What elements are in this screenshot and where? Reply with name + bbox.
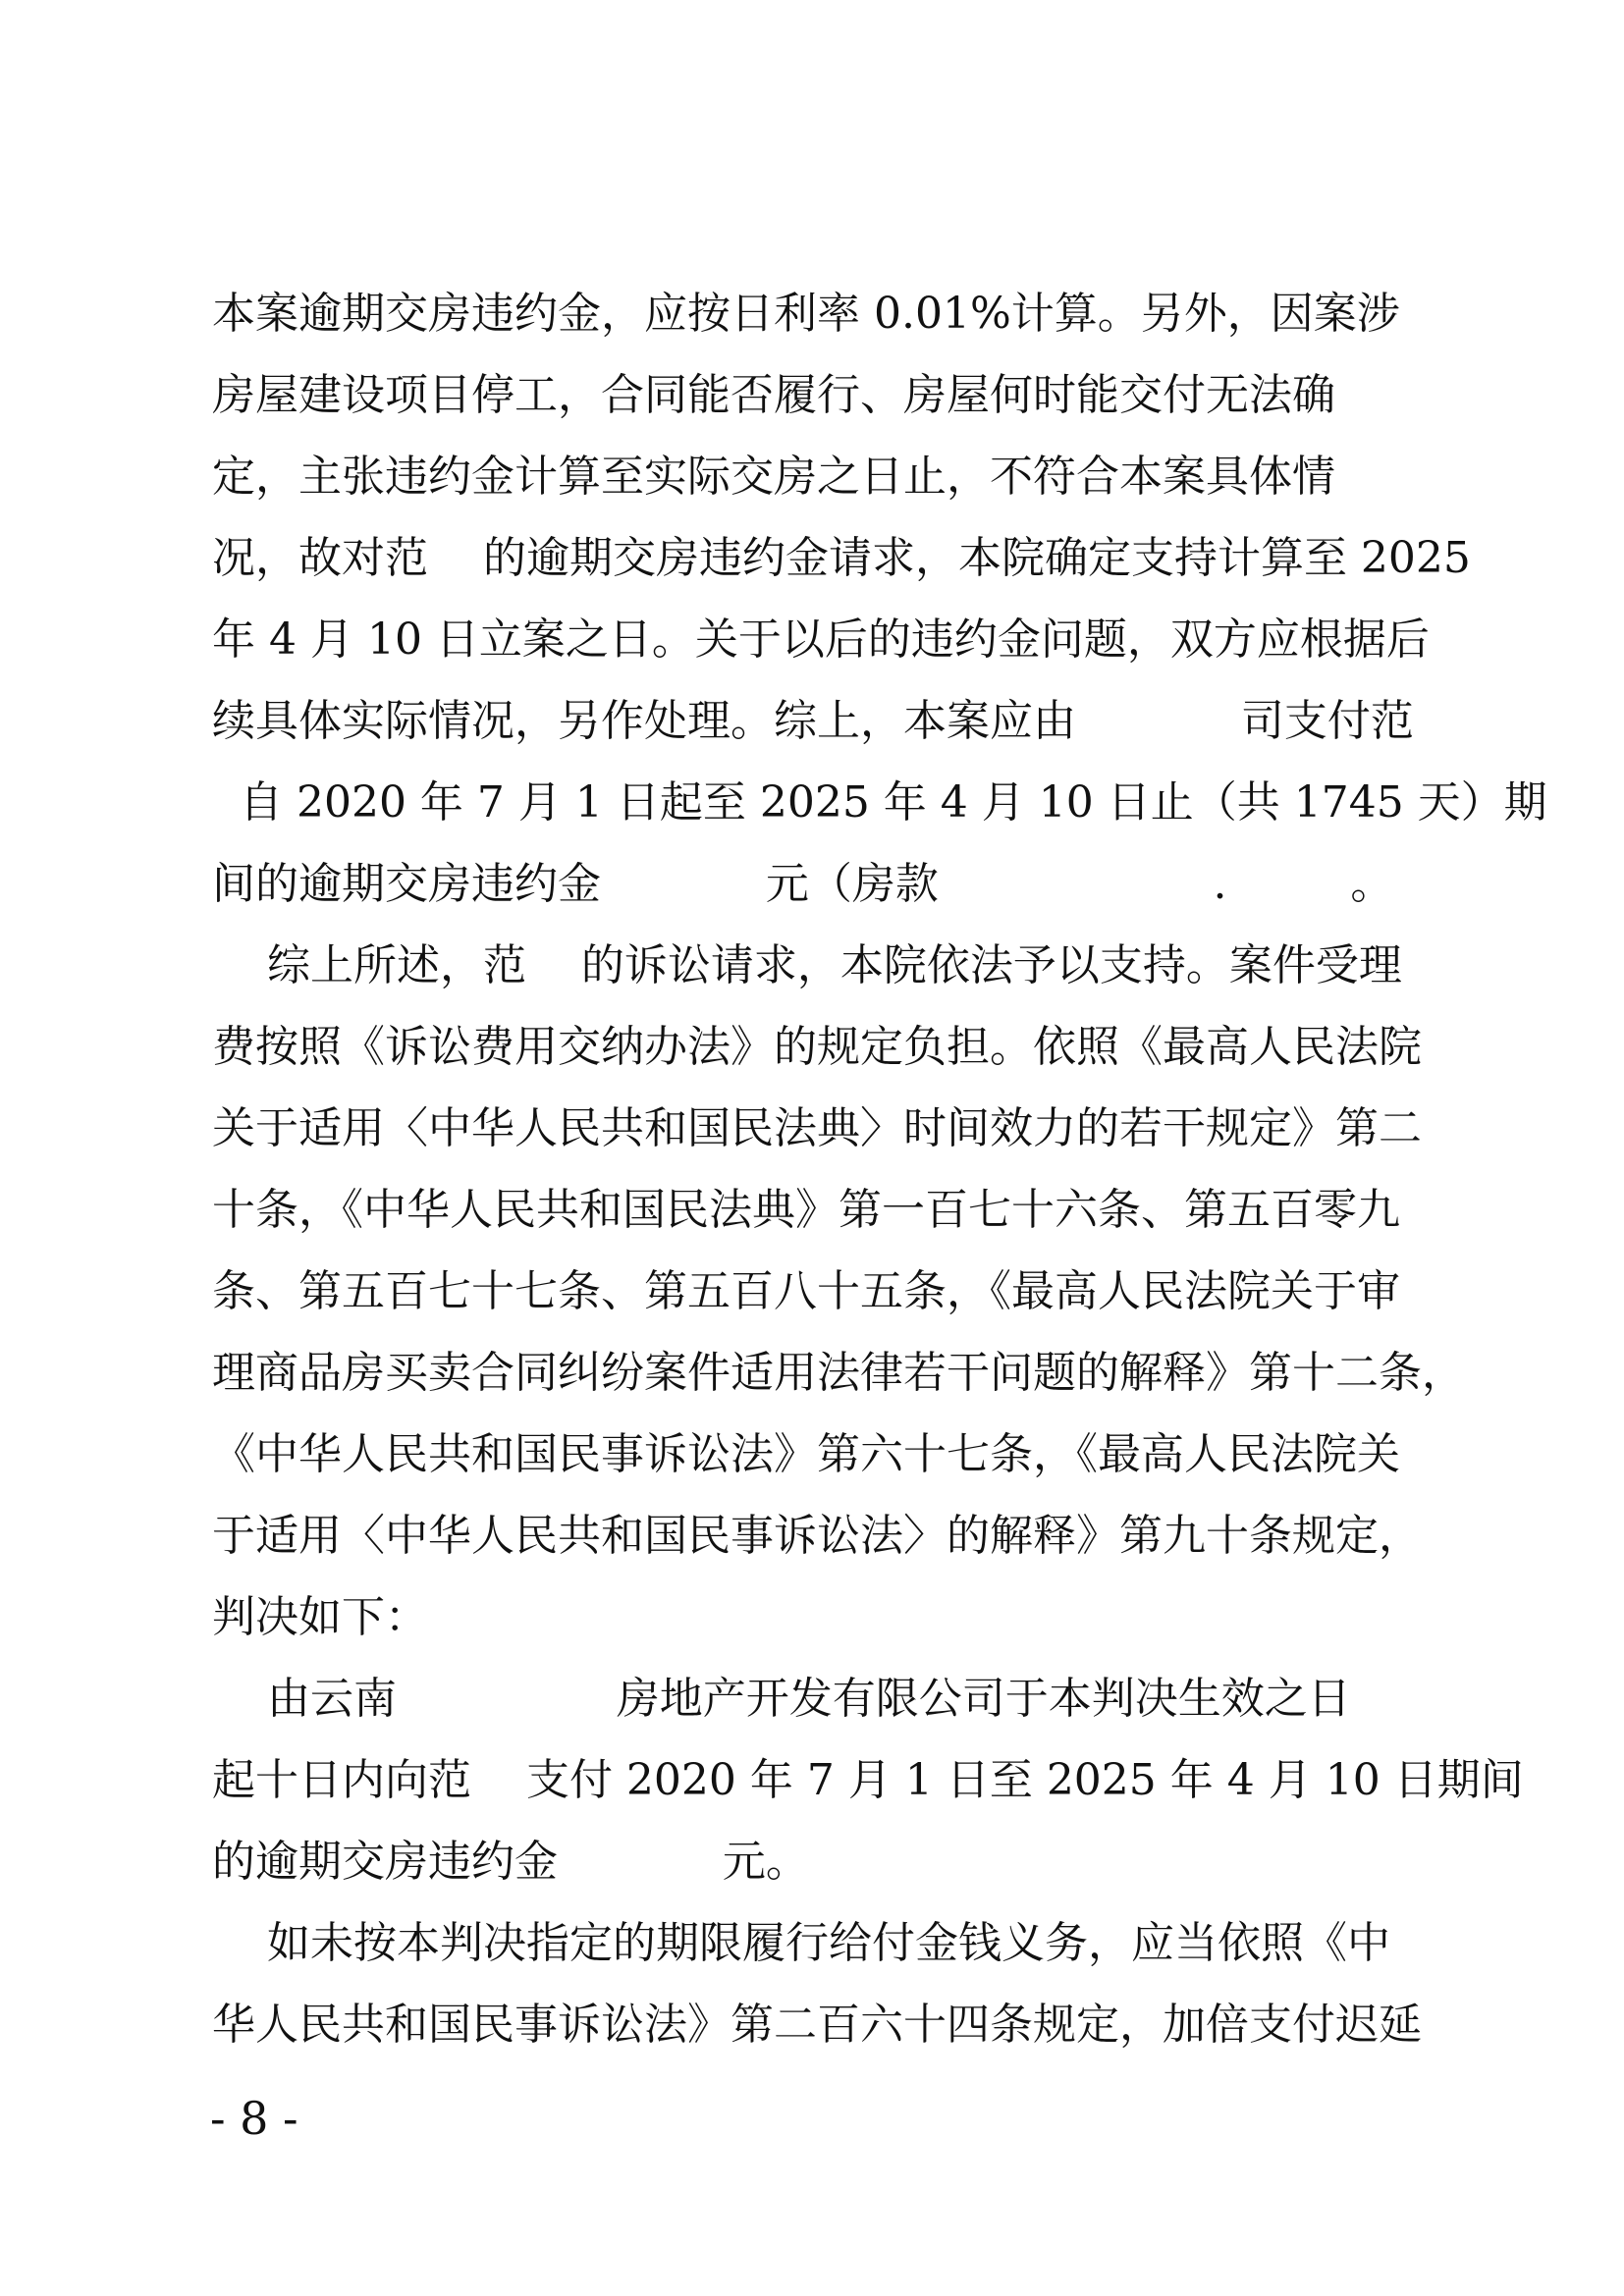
text-line: 定，主张违约金计算至实际交房之日止，不符合本案具体情 xyxy=(212,452,1335,502)
text-line: 的逾期交房违约金 元。 xyxy=(212,1837,809,1887)
paragraph-start-line: 如未按本判决指定的期限履行给付金钱义务，应当依照《中 xyxy=(212,1918,1390,1968)
text-line: 于适用〈中华人民共和国民事诉讼法〉的解释》第九十条规定， xyxy=(212,1511,1422,1561)
text-line: 华人民共和国民事诉讼法》第二百六十四条规定，加倍支付迟延 xyxy=(212,2000,1422,2050)
text-line: 年 4 月 10 日立案之日。关于以后的违约金问题，双方应根据后 xyxy=(212,614,1430,665)
text-line: 条、第五百七十七条、第五百八十五条，《最高人民法院关于审 xyxy=(212,1266,1400,1316)
text-line: 费按照《诉讼费用交纳办法》的规定负担。依照《最高人民法院 xyxy=(212,1022,1422,1072)
text-line: 自 2020 年 7 月 1 日起至 2025 年 4 月 10 日止（共 1745 天）期 xyxy=(212,777,1547,828)
text-line: 况，故对范 的逾期交房违约金请求，本院确定支持计算至 2025 xyxy=(212,533,1471,583)
text-line: 《中华人民共和国民事诉讼法》第六十七条，《最高人民法院关 xyxy=(212,1429,1400,1479)
text-line: 十条，《中华人民共和国民法典》第一百七十六条、第五百零九 xyxy=(212,1185,1400,1235)
page-number: - 8 - xyxy=(210,2092,298,2145)
text-line: 间的逾期交房违约金 元（房款 . 。 xyxy=(212,859,1394,909)
text-line: 房屋建设项目停工，合同能否履行、房屋何时能交付无法确 xyxy=(212,370,1335,420)
text-line: 理商品房买卖合同纠纷案件适用法律若干问题的解释》第十二条， xyxy=(212,1348,1465,1398)
text-line: 续具体实际情况，另作处理。综上，本案应由 司支付范 xyxy=(212,696,1414,746)
text-line: 关于适用〈中华人民共和国民法典〉时间效力的若干规定》第二 xyxy=(212,1103,1422,1153)
paragraph-start-line: 由云南 房地产开发有限公司于本判决生效之日 xyxy=(212,1674,1351,1724)
text-line: 判决如下： xyxy=(212,1592,428,1642)
text-line: 起十日内向范 支付 2020 年 7 月 1 日至 2025 年 4 月 10 日期间 xyxy=(212,1755,1524,1805)
paragraph-start-line: 综上所述，范 的诉讼请求，本院依法予以支持。案件受理 xyxy=(212,940,1402,990)
text-line: 本案逾期交房违约金，应按日利率 0.01%计算。另外，因案涉 xyxy=(212,289,1400,339)
